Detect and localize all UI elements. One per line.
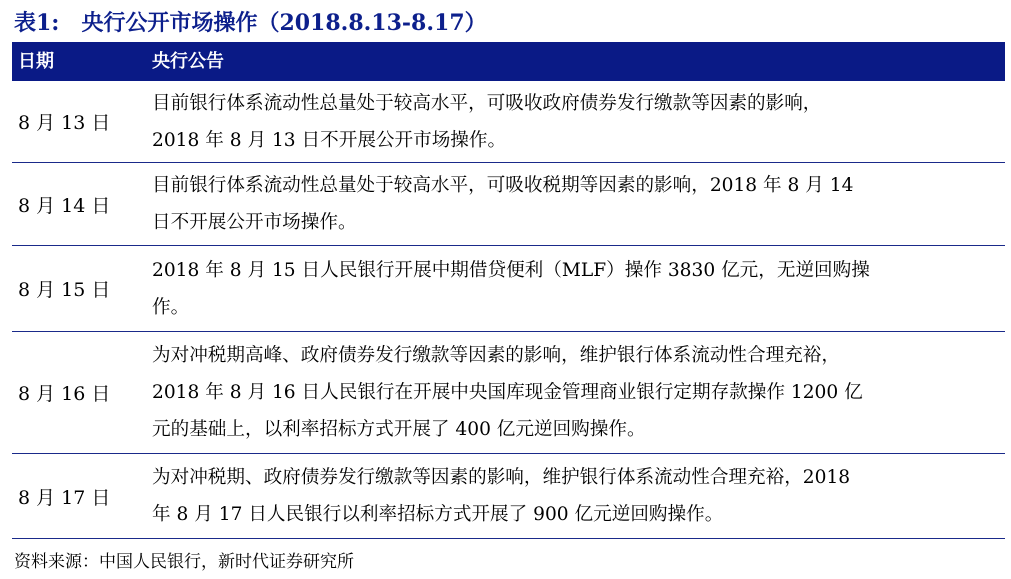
row-date: 8 月 17 日 (18, 486, 111, 509)
row-announcement (152, 81, 1003, 162)
table-number: 表1: (14, 10, 60, 36)
table-row (12, 332, 1005, 454)
announcement-line: 目前银行体系流动性总量处于较高水平，可吸收政府债券发行缴款等因素的影响， (152, 92, 822, 114)
announcement-line: 元的基础上，以利率招标方式开展了 400 亿元逆回购操作。 (152, 419, 646, 440)
row-date: 8 月 15 日 (18, 279, 111, 301)
announcement-line: 日不开展公开市场操作。 (152, 212, 357, 233)
row-date: 8 月 16 日 (18, 383, 111, 405)
table-row (12, 81, 1005, 163)
announcement-line: 2018 年 8 月 15 日人民银行开展中期借贷便利（MLF）操作 3830 亿元，无逆回购操 (152, 259, 870, 281)
header-date: 日期 (18, 51, 54, 72)
operations-table (12, 42, 1005, 539)
table-caption: 央行公开市场操作（2018.8.13-8.17） (81, 10, 487, 36)
announcement-line: 目前银行体系流动性总量处于较高水平，可吸收税期等因素的影响，2018 年 8 月 14 (152, 175, 854, 196)
announcement-line: 为对冲税期高峰、政府债券发行缴款等因素的影响，维护银行体系流动性合理充裕， (152, 345, 840, 366)
data-source: 资料来源：中国人民银行，新时代证券研究所 (14, 552, 354, 572)
row-date: 8 月 13 日 (18, 112, 111, 134)
row-announcement (152, 246, 1003, 331)
row-date: 8 月 14 日 (18, 194, 111, 217)
table-row (12, 454, 1005, 539)
table-title (14, 6, 487, 40)
announcement-line: 年 8 月 17 日人民银行以利率招标方式开展了 900 亿元逆回购操作。 (152, 504, 724, 525)
announcement-line: 2018 年 8 月 13 日不开展公开市场操作。 (152, 129, 507, 151)
table-row (12, 163, 1005, 246)
table-header (12, 42, 1005, 81)
row-announcement (152, 454, 1003, 538)
announcement-line: 2018 年 8 月 16 日人民银行在开展中央国库现金管理商业银行定期存款操作 1200 亿 (152, 382, 863, 403)
announcement-line: 作。 (152, 296, 190, 318)
row-announcement (152, 332, 1003, 453)
announcement-line: 为对冲税期、政府债券发行缴款等因素的影响，维护银行体系流动性合理充裕，2018 (152, 467, 851, 488)
row-announcement (152, 163, 1003, 245)
table-row (12, 246, 1005, 332)
header-announcement: 央行公告 (152, 51, 224, 72)
